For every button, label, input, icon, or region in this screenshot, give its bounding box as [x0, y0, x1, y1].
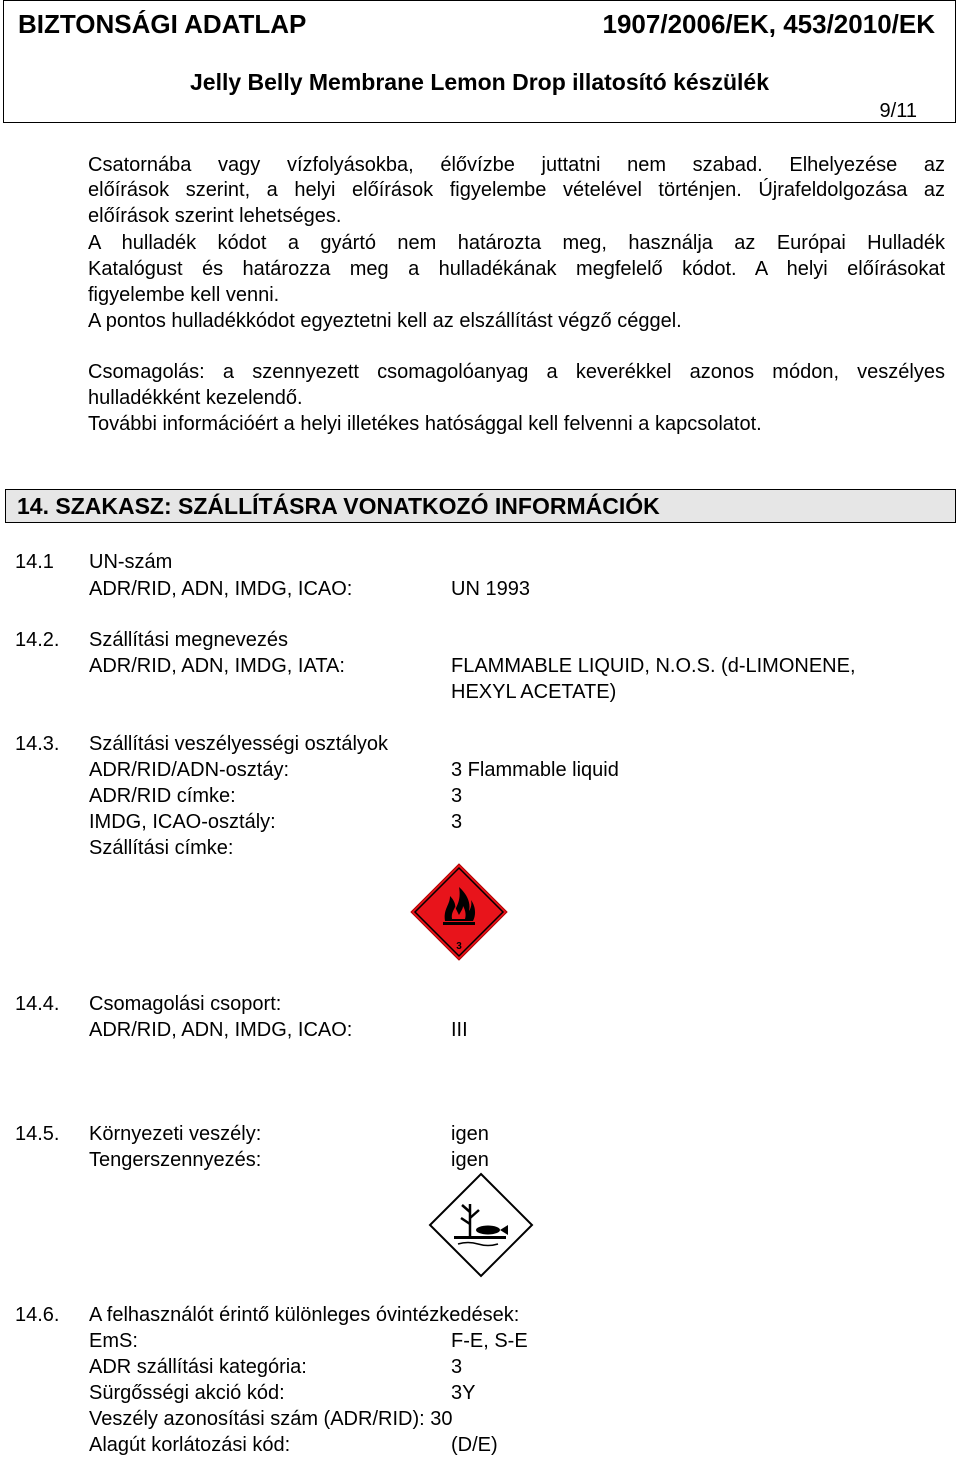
page-number: 9/11	[879, 100, 917, 122]
subsection-heading: Csomagolási csoport:	[89, 993, 282, 1015]
field-label: ADR/RID, ADN, IMDG, ICAO:	[89, 1019, 353, 1041]
field-label: Szállítási címke:	[89, 837, 234, 859]
field-value: 3	[451, 1356, 463, 1378]
pictogram-class-number: 3	[456, 941, 462, 952]
flammable-liquid-pictogram	[410, 863, 508, 961]
field-label: ADR/RID, ADN, IMDG, IATA:	[89, 655, 345, 677]
subsection-number: 14.1	[15, 551, 54, 573]
disposal-line: előírások szerint, a helyi előírások figyelembe vételével történjen. Újrafeldolgozása az	[88, 179, 945, 201]
field-value: III	[451, 1019, 468, 1041]
field-label: IMDG, ICAO-osztály:	[89, 811, 276, 833]
field-label: EmS:	[89, 1330, 138, 1352]
document-header	[3, 0, 956, 123]
environment-hazard-pictogram	[428, 1172, 534, 1278]
product-name: Jelly Belly Membrane Lemon Drop illatosító készülék	[189, 69, 769, 95]
regulation-reference: 1907/2006/EK, 453/2010/EK	[602, 9, 935, 39]
field-label: ADR/RID, ADN, IMDG, ICAO:	[89, 578, 353, 600]
field-value: F-E, S-E	[451, 1330, 528, 1352]
section-title: 14. SZAKASZ: SZÁLLÍTÁSRA VONATKOZÓ INFORMÁCIÓK	[17, 493, 660, 519]
disposal-line: Katalógust és határozza meg a hulladékának megfelelő kódot. A helyi előírásokat	[88, 258, 945, 280]
subsection-heading: Szállítási veszélyességi osztályok	[89, 733, 389, 755]
packaging-line: hulladékként kezelendő.	[88, 387, 303, 409]
field-label: Sürgősségi akció kód:	[89, 1382, 285, 1404]
subsection-number: 14.2.	[15, 629, 60, 651]
document-title: BIZTONSÁGI ADATLAP	[18, 9, 307, 39]
field-value: HEXYL ACETATE)	[451, 681, 617, 703]
subsection-number: 14.6.	[15, 1304, 60, 1326]
field-value: 3 Flammable liquid	[451, 759, 619, 781]
packaging-line: Csomagolás: a szennyezett csomagolóanyag a keverékkel azonos módon, veszélyes	[88, 361, 945, 383]
field-label: Környezeti veszély:	[89, 1123, 262, 1145]
field-label: ADR/RID címke:	[89, 785, 236, 807]
subsection-heading: A felhasználót érintő különleges óvintézkedések:	[89, 1304, 520, 1326]
field-value: (D/E)	[451, 1434, 498, 1456]
subsection-number: 14.3.	[15, 733, 60, 755]
section-heading	[5, 489, 956, 523]
field-value: FLAMMABLE LIQUID, N.O.S. (d-LIMONENE,	[451, 655, 856, 677]
subsection-heading: UN-szám	[89, 551, 173, 573]
disposal-line: Csatornába vagy vízfolyásokba, élővízbe juttatni nem szabad. Elhelyezése az	[88, 154, 945, 176]
subsection-heading: Szállítási megnevezés	[89, 629, 288, 651]
subsection-number: 14.4.	[15, 993, 60, 1015]
field-value: UN 1993	[451, 578, 530, 600]
packaging-line: További információért a helyi illetékes hatósággal kell felvenni a kapcsolatot.	[88, 413, 762, 435]
field-label: ADR/RID/ADN-osztáy:	[89, 759, 290, 781]
field-label: Veszély azonosítási szám (ADR/RID): 30	[89, 1408, 453, 1430]
field-label: ADR szállítási kategória:	[89, 1356, 307, 1378]
disposal-line: A pontos hulladékkódot egyeztetni kell az elszállítást végző céggel.	[88, 310, 682, 332]
field-label: Alagút korlátozási kód:	[89, 1434, 291, 1456]
disposal-line: előírások szerint lehetséges.	[88, 205, 342, 227]
field-value: 3	[451, 811, 463, 833]
field-value: 3Y	[451, 1382, 476, 1404]
field-value: igen	[451, 1123, 489, 1145]
field-label: Tengerszennyezés:	[89, 1149, 262, 1171]
disposal-line: A hulladék kódot a gyártó nem határozta meg, használja az Európai Hulladék	[88, 232, 945, 254]
field-value: igen	[451, 1149, 489, 1171]
subsection-number: 14.5.	[15, 1123, 60, 1145]
field-value: 3	[451, 785, 463, 807]
disposal-line: figyelembe kell venni.	[88, 284, 280, 306]
